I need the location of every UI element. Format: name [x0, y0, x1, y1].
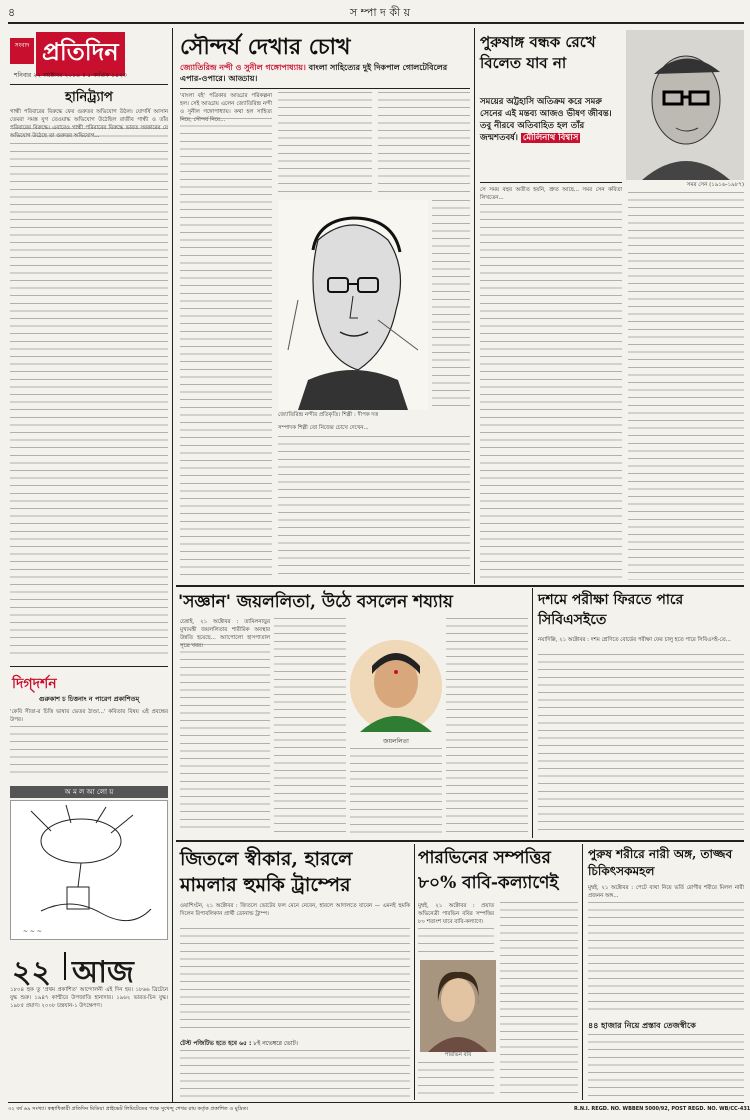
- editorial-rule: [10, 666, 168, 667]
- trump-divider: [414, 844, 415, 1100]
- feature-divider: [474, 28, 475, 584]
- mid-rule: [176, 585, 744, 587]
- transplant-headline: পুরুষ শরীরে নারী অঙ্গ, তাজ্জব চিকিৎসকমহল: [588, 847, 733, 878]
- sundarya-col2-text: [278, 92, 372, 196]
- opinion-author: মৌলিনাথ বিশ্বাস: [522, 133, 579, 143]
- trump-bold-label: টেস্ট পজিটিভ হতে হবে ৬৫ :: [180, 1040, 252, 1047]
- cbse-headline: দশমে পরীক্ষা ফিরতে পারে সিবিএসইতে: [538, 592, 684, 628]
- parveen-caption: পারভিন ববি: [444, 1052, 472, 1058]
- sundarya-bottom-text: [278, 436, 470, 580]
- left-column-rule: [172, 28, 173, 1102]
- parveen-col1-lower: [418, 1062, 494, 1098]
- today-word: আজ: [72, 955, 134, 990]
- jaya-body: চেন্নাই, ২১ অক্টোবর : তামিলনাড়ুর মুখ্যমন্ত্রী জয়ললিতার শারীরিক অবস্থার উন্নতি হয়েছে... অ্যাপোলো হাসপাতাল সূত্রে খবর।: [180, 619, 272, 649]
- sundarya-deck-rest: বাংলা সাহিত্যের দুই দিকপাল গোলটেবিলের এপার-ওপারে। আড্ডায়।: [180, 63, 448, 83]
- footer-imprint: ৩২ বর্ষ ৬৯ সংখ্যা। স্বত্বাধিকারী প্রতিদিন মিডিয়া প্রাইভেট লিমিটেডের পক্ষে সুখেন্দু শেখর রায় কর্তৃক প্রকাশিত ও মুদ্রিত।: [8, 1106, 249, 1112]
- jaya-col4-text: [446, 618, 528, 834]
- digdarshan-text-block: [10, 726, 168, 778]
- opinion-col1-text: [480, 204, 622, 580]
- parveen-col2-text: [500, 902, 578, 1098]
- jaya-col1-text: [180, 644, 270, 834]
- trump-bold-extra: ৮ই নভেম্বরে ভোট।: [253, 1040, 298, 1047]
- transplant-text-lower: [588, 1034, 744, 1098]
- sundarya-rule: [180, 88, 470, 89]
- trump-text-block: [180, 928, 410, 1034]
- jaya-headline: 'সজ্ঞান' জয়ললিতা, উঠে বসলেন শয্যায়: [178, 592, 453, 612]
- jaya-col3-lower: [350, 748, 442, 834]
- editorial-title: হানিট্র্যাপ: [65, 90, 113, 105]
- cartoon-label: অ ম ল আ লো য়: [10, 786, 168, 798]
- page-number: ৪: [8, 6, 16, 19]
- masthead-rule: [10, 84, 168, 85]
- lower-rule: [176, 840, 744, 842]
- opinion-col2-text: [628, 192, 744, 580]
- sundarya-col3-lower: [432, 200, 470, 410]
- today-number: ২২: [12, 955, 52, 990]
- opinion-rule: [480, 182, 622, 183]
- brand-logo: সংবাদ: [10, 38, 34, 64]
- jaya-photo: [350, 640, 442, 732]
- transplant-text-block: [588, 902, 744, 1016]
- sundarya-title: সৌন্দর্য দেখার চোখ: [180, 34, 351, 60]
- section-title: স ম্পা দ কী য়: [349, 6, 411, 19]
- transplant-subhead: ৪৪ হাজার নিয়ে প্রস্তাব তেজস্বীকে: [588, 1021, 696, 1030]
- sundarya-col1-text: [180, 118, 272, 580]
- opinion-body: সে সময় বহুর অতীত হয়নি, শ্রুত আছে... সমর সেন কবিতা লিখতেন...: [480, 187, 624, 201]
- parveen-body: মুম্বই, ২১ অক্টোবর : প্রয়াত অভিনেত্রী পারভিন ববির সম্পত্তির ৮০ শতাংশ যাবে বাবি-কল্যাণে।: [418, 903, 496, 925]
- svg-text:~ ~ ~: ~ ~ ~: [23, 928, 42, 935]
- digdarshan-title: দিগ্‌দর্শন: [12, 676, 57, 692]
- trump-bold-line: [180, 1038, 410, 1049]
- trump-text-lower: [180, 1050, 410, 1098]
- opinion-deck: [480, 96, 622, 144]
- editorial-body: গান্ধী পরিবারের বিরুদ্ধে ফের গুরুতর অভিযোগ উঠল। যোগর্ষি আসান তেমরা সমস্ত যুগ তেওয়াদ্ধ অভিযোগ উঠেছিল রাজীব গান্ধী ও তাঁর পরিবারের বিরুদ্ধে। এবারেও গান্ধী পরিবারের বিরুদ্ধে ভারত সরকারের যে অভিযোগ উঠেছে তা গুরুতর অভিযোগ...: [10, 109, 170, 139]
- brand-name: প্রতিদিন: [36, 32, 125, 76]
- parveen-photo: [420, 960, 496, 1052]
- cbse-body: নয়াদিল্লি, ২১ অক্টোবর : দশম শ্রেণিতে বোর্ডের পরীক্ষা ফের চালু হতে পারে সিবিএসই-তে...: [538, 637, 731, 643]
- top-rule: [8, 22, 744, 24]
- parveen-divider: [582, 844, 583, 1100]
- digdarshan-subtitle: গুরুকাশ চ চিত্তনাং ন পারেণ প্রকাশিতম্: [38, 695, 140, 703]
- sundarya-deck: [180, 62, 470, 84]
- trump-body: ওয়াশিংটন, ২১ অক্টোবর : জিতলে ভোটের ফল মেনে নেবেন, হারলে আদালতে যাবেন — এমনই হুমকি দিলেন রিপাবলিকান প্রার্থী ডোনাল্ড ট্রাম্প।: [180, 903, 412, 917]
- sundarya-deck-names: জ্যোতিরিন্দ্র নন্দী ও সুনীল গঙ্গোপাধ্যায়।: [180, 63, 306, 72]
- cbse-text-block: [538, 654, 744, 834]
- today-divider: [64, 952, 66, 980]
- cbse-divider: [532, 588, 533, 838]
- trump-headline: জিতলে স্বীকার, হারলে মামলার হুমকি ট্রাম্পের: [180, 848, 353, 896]
- today-body: ১৮০৪ হুক তু 'প্রথম প্রকাশিত' আন্দোলনী এই দিন হয়। ১৮৬৬ ব্রিটেনে যুদ্ধ শুরু। ১৯৪৭ কাশ্মীরে উপজাতি হানাদার। ১৯৬২ ভারত-চিন যুদ্ধ। ১৯৮৫ প্রয়াণ। ২০০৮ চন্দ্রযান-১ উৎক্ষেপণ।: [10, 987, 170, 1009]
- sundarya-sketch: [278, 200, 428, 410]
- cartoon-image: [10, 800, 168, 940]
- jaya-col2-text: [274, 618, 346, 834]
- opinion-deck-text: সময়ের অট্টহাসি অতিক্রম করে সমরু সেনের এই মন্তব্য আজও ভীষণ জীবন্ত। তবু নীরবে অতিবাহিত হল তাঁর জন্মশতবর্ষ।: [480, 97, 612, 143]
- sundarya-bottom-body: সম্পাদক শিল্পী তো নিজের চোখে দেখেন...: [278, 425, 369, 431]
- parveen-headline: পারভিনের সম্পত্তির ৮০% বাবি-কল্যাণেই: [418, 848, 559, 893]
- jaya-caption: জয়ললিতা: [383, 738, 409, 745]
- footer-rule: [8, 1102, 744, 1103]
- digdarshan-body: 'কেবি সীতা-র চিত্তি ভাষার ভেতর ঠাণ্ডা...' কবিতার বিষয় এই প্রবন্ধের উপর।: [10, 709, 170, 723]
- author-photo: [626, 30, 744, 180]
- editorial-text-block: [10, 128, 168, 658]
- opinion-title: পুরুষাঙ্গ বন্ধক রেখে বিলেত যাব না: [480, 33, 596, 72]
- sundarya-body: 'বাংলা বই' পত্রিকার আড্ডার পরিকল্পনা হল। সেই আড্ডায় এলেন জ্যোতিরিন্দ্র নন্দী ও সুনীল গঙ্গোপাধ্যায়। কথা হল সাহিত্য নিয়ে, সৌন্দর্য নিয়ে...: [180, 93, 274, 123]
- author-photo-caption: সমর সেন (১৯১৬-১৯৮৭): [686, 182, 744, 188]
- dateline: শনিবার ২২ অক্টোবর ২০১৬ ॥ ৫ কার্তিক ১৪২৩: [14, 72, 127, 79]
- transplant-body: মুম্বই, ২১ অক্টোবর : পেটে ব্যথা নিয়ে ভর্তি রোগীর শরীরে মিলল নারী প্রজনন অঙ্গ...: [588, 885, 746, 899]
- parveen-col1-text: [418, 928, 494, 958]
- masthead: [10, 30, 170, 82]
- footer-registration: R.N.I. REGD. NO. WBBEN 5000/92, POST REGD. NO. WB/CC-431: [574, 1106, 750, 1112]
- sundarya-col3-text: [378, 92, 470, 196]
- sketch-caption: জ্যোতিরিন্দ্র নন্দীর প্রতিকৃতি। শিল্পী : দীপক দত্ত: [278, 412, 379, 418]
